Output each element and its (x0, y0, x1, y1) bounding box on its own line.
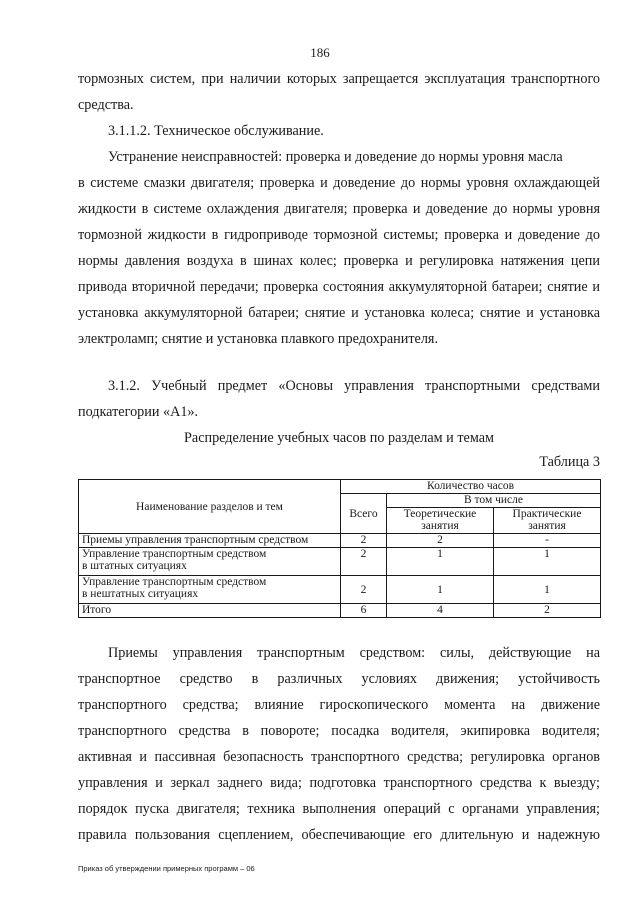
header-hours: Количество часов (341, 480, 601, 494)
text-line: нормы давления воздуха в шинах колес; проверка и регулировка натяжения цепи (78, 253, 600, 269)
header-name: Наименование разделов и тем (79, 480, 341, 534)
row-total: 2 (341, 576, 387, 604)
table-row (79, 548, 601, 576)
table-row (79, 534, 601, 548)
text-line: активная и пассивная безопасность транспортного средства; регулировка органов (78, 749, 600, 765)
section-heading-text: 3.1.1.2. Техническое обслуживание. (108, 123, 324, 139)
footer-note: Приказ об утверждении примерных программ – 06 (78, 864, 255, 873)
page-number: 186 (310, 45, 330, 60)
text-line: Устранение неисправностей: проверка и доведение до нормы уровня масла (108, 149, 563, 165)
row-name: Управление транспортным средством в нештатных ситуациях (79, 576, 341, 604)
total-label: Итого (79, 604, 341, 618)
hours-table (78, 479, 601, 618)
table-caption: Распределение учебных часов по разделам и темам (184, 430, 494, 446)
text-line: транспортное средство в различных условиях движения; устойчивость (78, 671, 600, 687)
row-total: 2 (341, 548, 387, 576)
text-line: тормозной жидкости в гидроприводе тормозной системы; проверка и доведение до (78, 227, 600, 243)
row-practice: - (494, 534, 601, 548)
text-line: порядок пуска двигателя; техника выполнения операций с органами управления; (78, 801, 600, 817)
total-value: 6 (341, 604, 387, 618)
text-line: в системе смазки двигателя; проверка и доведение до нормы уровня охлаждающей (78, 175, 600, 191)
text-line: транспортного средства в повороте; посадка водителя, экипировка водителя; (78, 723, 600, 739)
total-theory: 4 (387, 604, 494, 618)
header-practice: Практические занятия (494, 508, 601, 534)
text-line: управления и зеркал заднего вида; подготовка транспортного средства к выезду; (78, 775, 600, 791)
text-line: жидкости в системе охлаждения двигателя; проверка и доведение до нормы уровня (78, 201, 600, 217)
row-practice: 1 (494, 548, 601, 576)
text-line: 3.1.2. Учебный предмет «Основы управления транспортными средствами (108, 378, 600, 394)
text-line: установка аккумуляторной батареи; снятие и установка колеса; снятие и установка (78, 305, 600, 321)
text-line: тормозных систем, при наличии которых запрещается эксплуатация транспортного (78, 71, 600, 87)
text-line: Приемы управления транспортным средством: силы, действующие на (108, 645, 600, 661)
header-total: Всего (341, 494, 387, 534)
header-including: В том числе (387, 494, 601, 508)
row-theory: 1 (387, 548, 494, 576)
row-practice: 1 (494, 576, 601, 604)
text-line: средства. (78, 97, 134, 113)
text-line: подкатегории «A1». (78, 404, 199, 420)
text-line: электроламп; снятие и установка плавкого предохранителя. (78, 331, 438, 347)
total-practice: 2 (494, 604, 601, 618)
row-total: 2 (341, 534, 387, 548)
text-line: привода вторичной передачи; проверка состояния аккумуляторной батареи; снятие и (78, 279, 600, 295)
text-line: транспортного средства; влияние гироскопического момента на движение (78, 697, 600, 713)
row-theory: 1 (387, 576, 494, 604)
table-row (79, 576, 601, 604)
table-label: Таблица 3 (539, 454, 600, 470)
row-name: Управление транспортным средством в штатных ситуациях (79, 548, 341, 576)
row-theory: 2 (387, 534, 494, 548)
table-total-row (79, 604, 601, 618)
row-name: Приемы управления транспортным средством (79, 534, 341, 548)
header-theory: Теоретические занятия (387, 508, 494, 534)
text-line: правила пользования сцеплением, обеспечивающие его длительную и надежную (78, 827, 600, 843)
